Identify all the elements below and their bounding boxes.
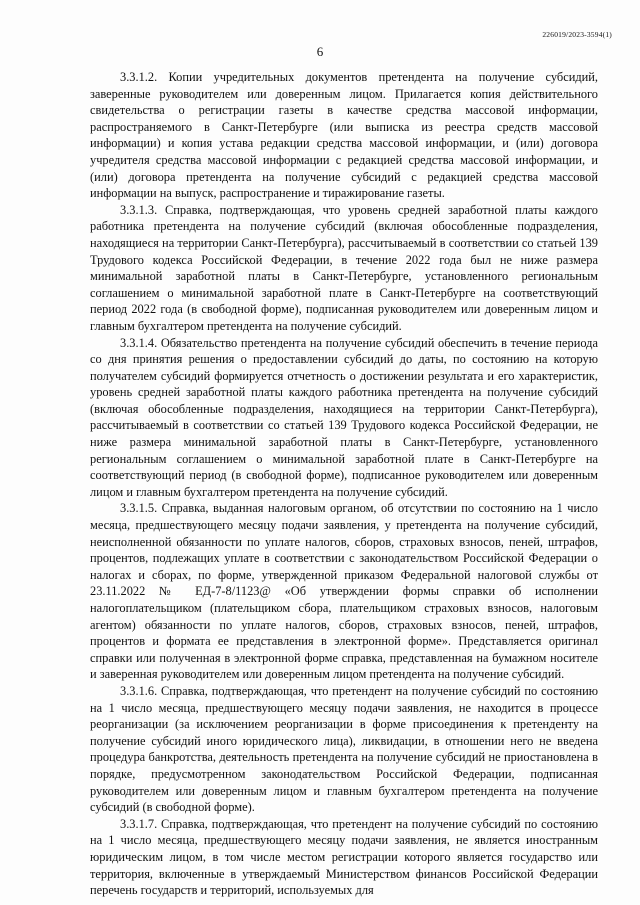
paragraph-3-3-1-3: 3.3.1.3. Справка, подтверждающая, что уровень средней заработной платы каждого работника претендента на получение субсидий (включая обособленные подразделения, находящиеся на территории Санкт-Петербурга), рассчитываемый в соответствии со статьей 139 Трудового кодекса Российской Федерации, в течение 2022 года был не ниже размера минимальной заработной платы в Санкт-Петербурге, установленного региональным соглашением о минимальной заработной плате в Санкт-Петербурге на соответствующий период 2022 года (в свободной форме), подписанная руководителем или доверенным лицом и главным бухгалтером претендента на получение субсидий.	[90, 202, 598, 333]
page-number: 6	[316, 44, 324, 59]
paragraph-3-3-1-6: 3.3.1.6. Справка, подтверждающая, что претендент на получение субсидий по состоянию на 1 число месяца, предшествующего месяцу подачи заявления, не находится в процессе реорганизации (за исключением реорганизации в форме присоединения к претенденту на получение субсидий иного юридического лица), ликвидации, в отношении него не введена процедура банкротства, деятельность претендента на получение субсидий не приостановлена в порядке, предусмотренном законодательством Российской Федерации, подписанная руководителем или доверенным лицом и главным бухгалтером претендента на получение субсидий (в свободной форме).	[90, 683, 598, 815]
paragraph-3-3-1-7: 3.3.1.7. Справка, подтверждающая, что претендент на получение субсидий по состоянию на 1 число месяца, предшествующего месяцу подачи заявления, не является иностранным юридическим лицом, в том числе местом регистрации которого является государство или территория, включенные в утверждаемый Министерством финансов Российской Федерации перечень государств и территорий, используемых для	[90, 816, 598, 898]
document-registration-number: 226019/2023-3594(1)	[542, 30, 612, 39]
paragraph-3-3-1-2: 3.3.1.2. Копии учредительных документов претендента на получение субсидий, заверенные руководителем или доверенным лицом. Прилагается копия действительного свидетельства о регистрации газеты в качестве средства массовой информации, распространяемого в Санкт-Петербурге (или выписка из реестра средств массовой информации) и копия устава редакции средства массовой информации, и (или) договора учредителя средства массовой информации с редакцией средства массовой информации, и (или) договора претендента на получение субсидий с редакцией средства массовой информации на выпуск, распространение и тиражирование газеты.	[90, 70, 598, 201]
paragraph-3-3-1-4: 3.3.1.4. Обязательство претендента на получение субсидий обеспечить в течение периода со дня принятия решения о предоставлении субсидий до даты, по состоянию на которую получателем субсидий формируется отчетность о достижении результата и его характеристик, уровень средней заработной платы каждого работника претендента на получение субсидий (включая обособленные подразделения, находящиеся на территории Санкт-Петербурга), рассчитываемый в соответствии со статьей 139 Трудового кодекса Российской Федерации, не ниже размера минимальной заработной платы в Санкт-Петербурге, установленного региональным соглашением о минимальной заработной плате в Санкт-Петербурге на соответствующий период (в свободной форме), подписанное руководителем или доверенным лицом и главным бухгалтером претендента на получение субсидий.	[90, 335, 598, 499]
document-body	[90, 69, 598, 899]
paragraph-3-3-1-5: 3.3.1.5. Справка, выданная налоговым органом, об отсутствии по состоянию на 1 число месяца, предшествующего месяцу подачи заявления, у претендента на получение субсидий, неисполненной обязанности по уплате налогов, сборов, страховых взносов, пеней, штрафов, процентов, подлежащих уплате в соответствии с законодательством Российской Федерации о налогах и сборах, по форме, утвержденной приказом Федеральной налоговой службы от 23.11.2022 № ЕД-7-8/1123@ «Об утверждении формы справки об исполнении налогоплательщиком (плательщиком сбора, плательщиком страховых взносов, налоговым агентом) обязанности по уплате налогов, сборов, страховых взносов, пеней, штрафов, процентов и формата ее представления в электронной форме». Представляется оригинал справки или полученная в электронной форме справка, представленная на бумажном носителе и заверенная руководителем или доверенным лицом претендента на получение субсидий.	[90, 501, 598, 682]
